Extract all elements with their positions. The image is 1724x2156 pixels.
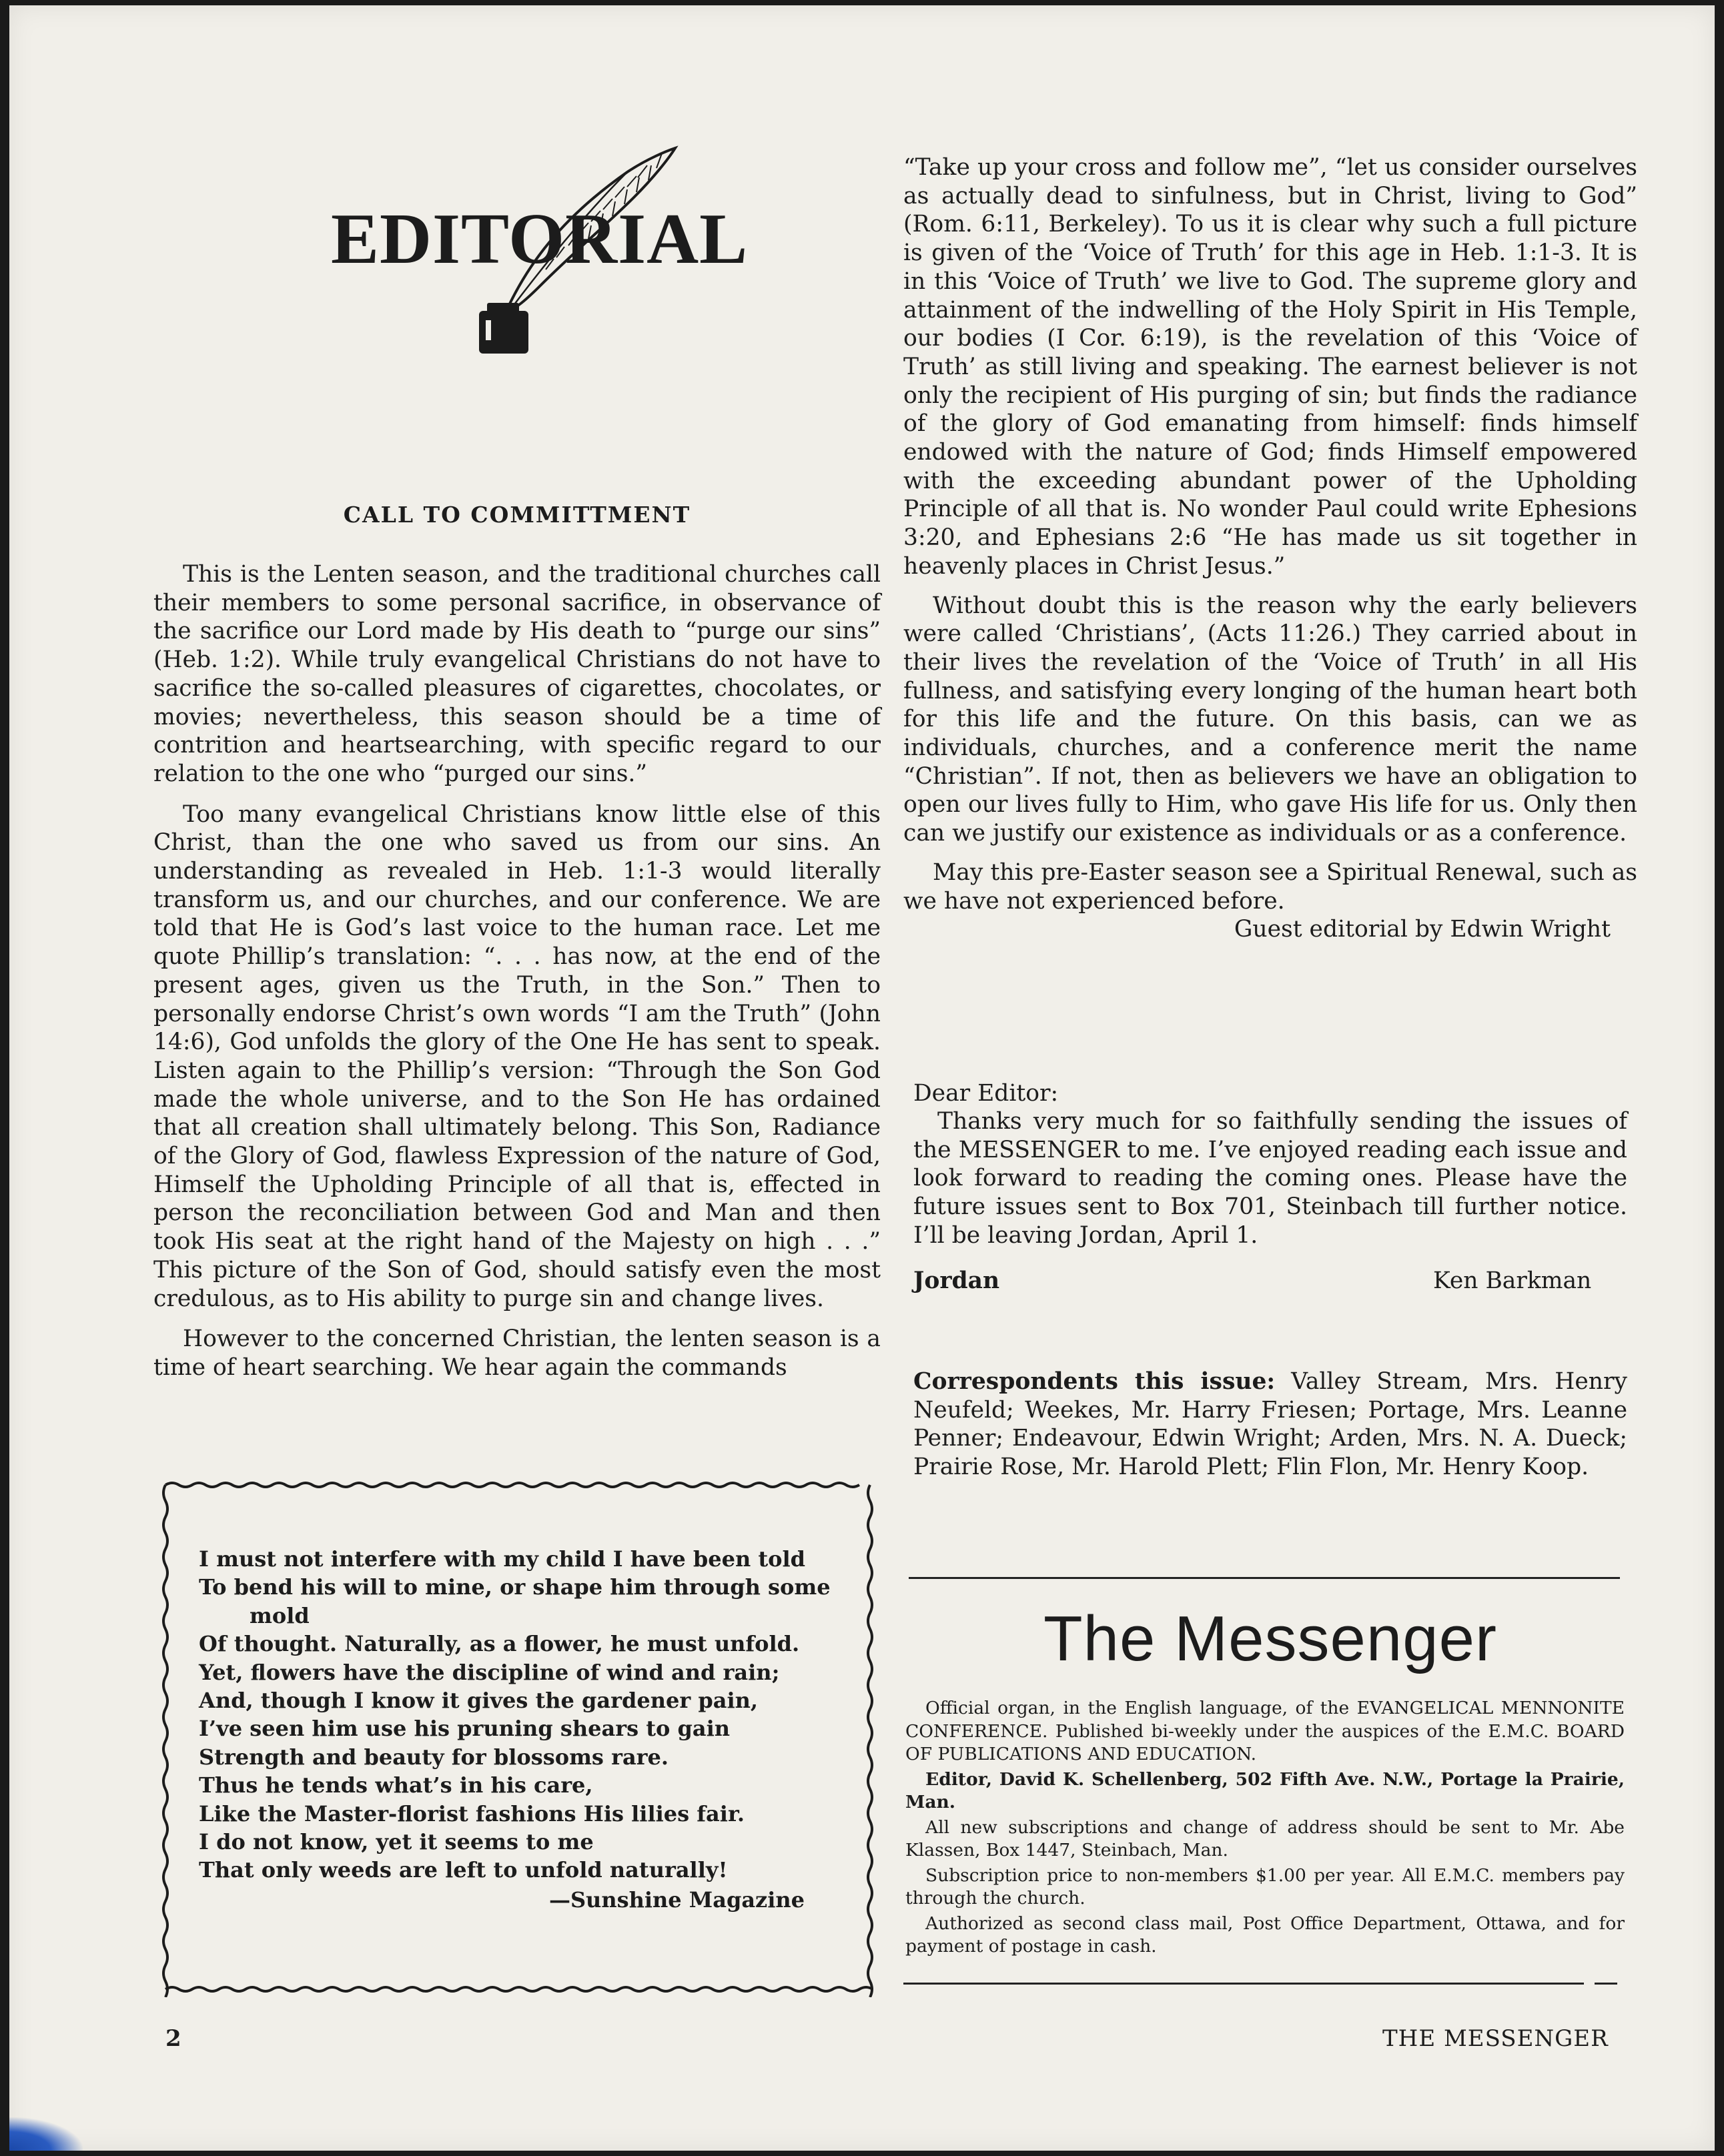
masthead-line: Editor, David K. Schellenberg, 502 Fifth Ave. N.W., Portage la Prairie, Man. (905, 1768, 1625, 1812)
poem-source: —Sunshine Magazine (548, 1886, 805, 1913)
poem-line: Like the Master-florist fashions His lilies fair. (199, 1800, 745, 1826)
masthead-line: All new subscriptions and change of address should be sent to Mr. Abe Klassen, Box 1447, Steinbach, Man. (905, 1816, 1625, 1860)
article-paragraph: Without doubt this is the reason why the early believers were called ‘Christians’, (Acts 11:26.) They carried about in their lives the revelation of the ‘Voice of Truth’ in all His fullness, and satisfying every longing of the human heart both for this life and the future. On this basis, can we as individuals, churches, and a conference merit the name “Christian”. If not, then as believers we have an obligation to open our lives fully to Him, who gave His life for us. Only then can we justify our existence as individuals or as a conference. (903, 592, 1637, 847)
article-right-column (903, 153, 1637, 944)
poem-line: I’ve seen him use his pruning shears to gain (199, 1716, 731, 1742)
correspondents-note (913, 1368, 1627, 1482)
page-number: 2 (165, 2025, 181, 2052)
masthead-title: The Messenger (1043, 1603, 1497, 1674)
article-signature: Guest editorial by Edwin Wright (1234, 916, 1611, 943)
masthead-line: Authorized as second class mail, Post Office Department, Ottawa, and for payment of postage in cash. (905, 1913, 1625, 1957)
editorial-title: EDITORIAL (331, 199, 749, 279)
magazine-page (9, 5, 1715, 2151)
scan-edge-artifact (9, 2117, 83, 2151)
masthead-rule-bottom (903, 1983, 1584, 1985)
masthead-rule-bottom-end (1595, 1983, 1617, 1985)
poem-line: To bend his will to mine, or shape him through some (199, 1574, 831, 1600)
article-paragraph: Too many evangelical Christians know little else of this Christ, than the one who saved us from our sins. An understanding as revealed in Heb. 1:1-3 would literally transform us, and our churches, and our conference. We are told that He is God’s last voice to the human race. Let me quote Phillip’s translation: “. . . has now, at the end of the present ages, given us the Truth, in the Son.” Then to personally endorse Christ’s own words “I am the Truth” (John 14:6), God unfolds the glory of the One He has sent to speak. Listen again to the Phillip’s version: “Through the Son God made the whole universe, and to the Son He has ordained that all creation shall ultimately belong. This Son, Radiance of the Glory of God, flawless Expression of the nature of God, Himself the Upholding Principle of all that is, effected in person the reconciliation between God and Man and then took His seat at the right hand of the Majesty on high . . .” This picture of the Son of God, should satisfy even the most credulous, as to His ability to purge sin and change lives. (153, 800, 881, 1312)
poem-line: I must not interfere with my child I have been told (199, 1546, 806, 1572)
poem (199, 1545, 839, 1914)
letter-place: Jordan (913, 1267, 1000, 1294)
masthead-rule-top (909, 1577, 1620, 1579)
letter-salutation: Dear Editor: (913, 1080, 1059, 1107)
poem-line: I do not know, yet it seems to me (199, 1829, 594, 1855)
running-footer-title: THE MESSENGER (1382, 2025, 1609, 2052)
poem-line: Yet, flowers have the discipline of wind and rain; (199, 1659, 780, 1685)
poem-line: Of thought. Naturally, as a flower, he must unfold. (199, 1631, 800, 1657)
poem-line: Strength and beauty for blossoms rare. (199, 1744, 669, 1770)
masthead-info (905, 1697, 1625, 1959)
article-left-column (153, 560, 881, 1382)
article-paragraph: However to the concerned Christian, the lenten season is a time of heart searching. We hear again the commands (153, 1325, 881, 1381)
article-heading: CALL TO COMMITTMENT (343, 502, 691, 528)
correspondents-text: Valley Stream, Mrs. Henry Neufeld; Weekes, Mr. Harry Friesen; Portage, Mrs. Leanne Penner; Endeavour, Edwin Wright; Arden, Mrs. N. A. Dueck; Prairie Rose, Mr. Harold Plett; Flin Flon, Mr. Henry Koop. (913, 1368, 1627, 1481)
masthead-line: Subscription price to non-members $1.00 per year. All E.M.C. members pay through the church. (905, 1864, 1625, 1909)
letter-sender: Ken Barkman (1433, 1267, 1592, 1294)
article-paragraph: This is the Lenten season, and the traditional churches call their members to some personal sacrifice, in observance of the sacrifice our Lord made by His death to “purge our sins” (Heb. 1:2). While truly evangelical Christians do not have to sacrifice the so-called pleasures of cigarettes, chocolates, or movies; nevertheless, this season should be a time of contrition and heartsearching, with specific regard to our relation to the one who “purged our sins.” (153, 561, 881, 787)
poem-line: Thus he tends what’s in his care, (199, 1772, 593, 1798)
letter-text: Thanks very much for so faithfully sending the issues of the MESSENGER to me. I’ve enjoyed reading each issue and look forward to reading the coming ones. Please have the future issues sent to Box 701, Steinbach till further notice. I’ll be leaving Jordan, April 1. (913, 1108, 1627, 1249)
letter-body (913, 1107, 1627, 1250)
poem-line: And, though I know it gives the gardener pain, (199, 1688, 759, 1714)
masthead-line: Official organ, in the English language, of the EVANGELICAL MENNONITE CONFERENCE. Published bi-weekly under the auspices of the E.M.C. BOARD OF PUBLICATIONS AND EDUCATION. (905, 1698, 1625, 1764)
correspondents-label: Correspondents this issue: (913, 1368, 1276, 1395)
article-paragraph: “Take up your cross and follow me”, “let us consider ourselves as actually dead to sinfulness, but in Christ, living to God” (Rom. 6:11, Berkeley). To us it is clear why such a full picture is given of the ‘Voice of Truth’ for this age in Heb. 1:1-3. It is in this ‘Voice of Truth’ we live to God. The supreme glory and attainment of the indwelling of the Holy Spirit in His Temple, our bodies (I Cor. 6:19), is the revelation of this ‘Voice of Truth’ as still living and speaking. The earnest believer is not only the recipient of His purging of sin; but finds the radiance of the glory of God emanating from himself: finds himself endowed with the nature of God; finds Himself empowered with the exceeding abundant power of the Upholding Principle of all that is. No wonder Paul could write Ephesions 3:20, and Ephesians 2:6 “He has made us sit together in heavenly places in Christ Jesus.” (903, 154, 1637, 580)
article-paragraph: May this pre-Easter season see a Spiritual Renewal, such as we have not experienced before. (903, 859, 1637, 915)
poem-line: mold (250, 1602, 310, 1628)
poem-line: That only weeds are left to unfold naturally! (199, 1857, 728, 1883)
